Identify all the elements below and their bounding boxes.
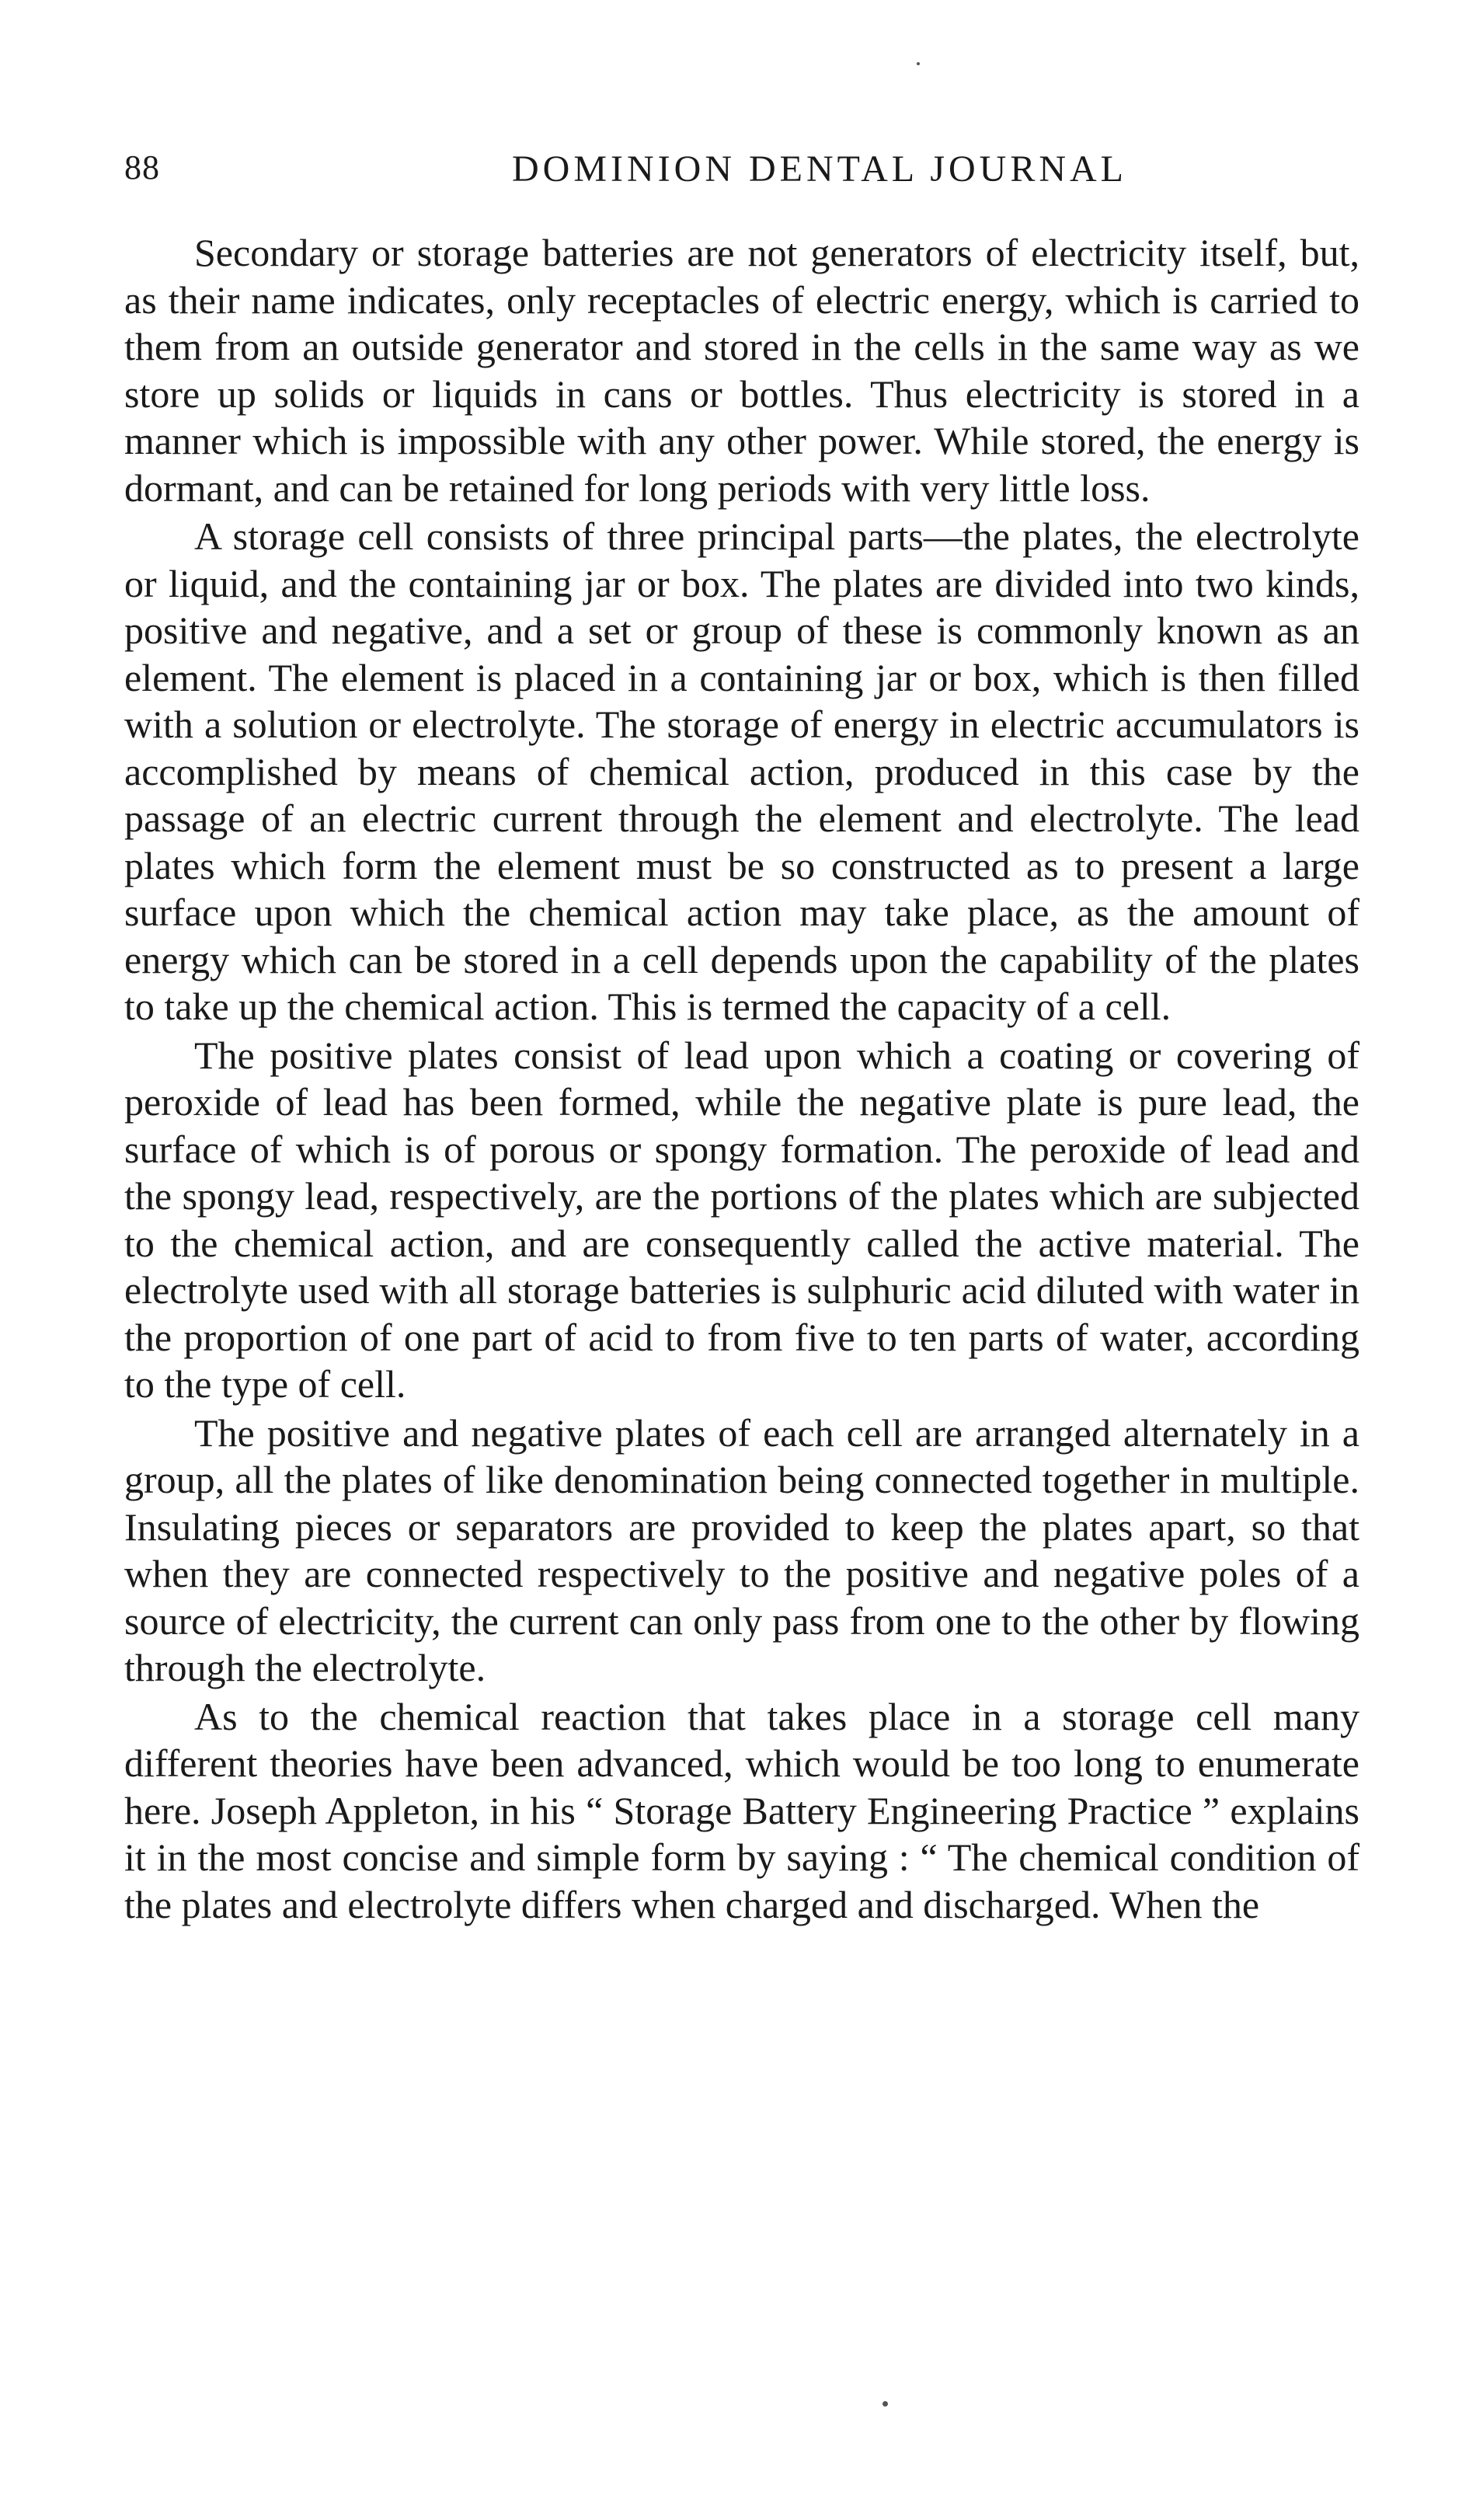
paragraph-storage-cell-parts: A storage cell consists of three principal parts—the plates, the electrolyte or liquid, and the containing jar or box. The plates are divided into two kinds, positive and negative, and a set or group of these is commonly known as an element. The element is placed in a containing jar or box, which is then filled with a solution or electrolyte. The storage of energy in electric accumulators is accomplished by means of chemical action, produced in this case by the passage of an electric current through the element and electrolyte. The lead plates which form the element must be so constructed as to present a large surface upon which the chemical action may take place, as the amount of energy which can be stored in a cell depends upon the capability of the plates to take up the chemical action. This is termed the capacity of a cell. <box>124 514 1359 1028</box>
speck-top <box>917 62 920 65</box>
paragraph-plate-arrangement: The positive and negative plates of each cell are arranged alternately in a group, all the plates of like denomination being connected together in multiple. Insulating pieces or separators are provided to keep the plates apart, so that when they are connected respectively to the positive and negative poles of a source of electricity, the current can only pass from one to the other by flowing through the electrolyte. <box>124 1410 1359 1689</box>
running-head: DOMINION DENTAL JOURNAL <box>512 148 1127 190</box>
speck-bottom <box>882 2401 888 2407</box>
paragraph-secondary-batteries: Secondary or storage batteries are not generators of electricity itself, but, as their name indicates, only receptacles of electric energy, which is carried to them from an outside generator and stored in the cells in the same way as we store up solids or liquids in cans or bottles. Thus electricity is stored in a manner which is impossible with any other power. While stored, the energy is dormant, and can be retained for long periods with very little loss. <box>124 231 1359 510</box>
page-number: 88 <box>124 148 160 186</box>
page-header <box>124 148 1359 194</box>
article-body <box>124 229 1359 1928</box>
paragraph-positive-plates: The positive plates consist of lead upon which a coating or covering of peroxide of lead has been formed, while the negative plate is pure lead, the surface of which is of porous or spongy formation. The peroxide of lead and the spongy lead, respectively, are the portions of the plates which are subjected to the chemical action, and are consequently called the active material. The electrolyte used with all storage batteries is sulphuric acid diluted with water in the proportion of one part of acid to from five to ten parts of water, according to the type of cell. <box>124 1033 1359 1406</box>
paragraph-chemical-reaction: As to the chemical reaction that takes place in a storage cell many different theories have been advanced, which would be too long to enumerate here. Joseph Appleton, in his “ Storage Battery Engineering Practice ” explains it in the most concise and simple form by saying : “ The chemical condition of the plates and electrolyte differs when charged and discharged. When the <box>124 1694 1359 1926</box>
